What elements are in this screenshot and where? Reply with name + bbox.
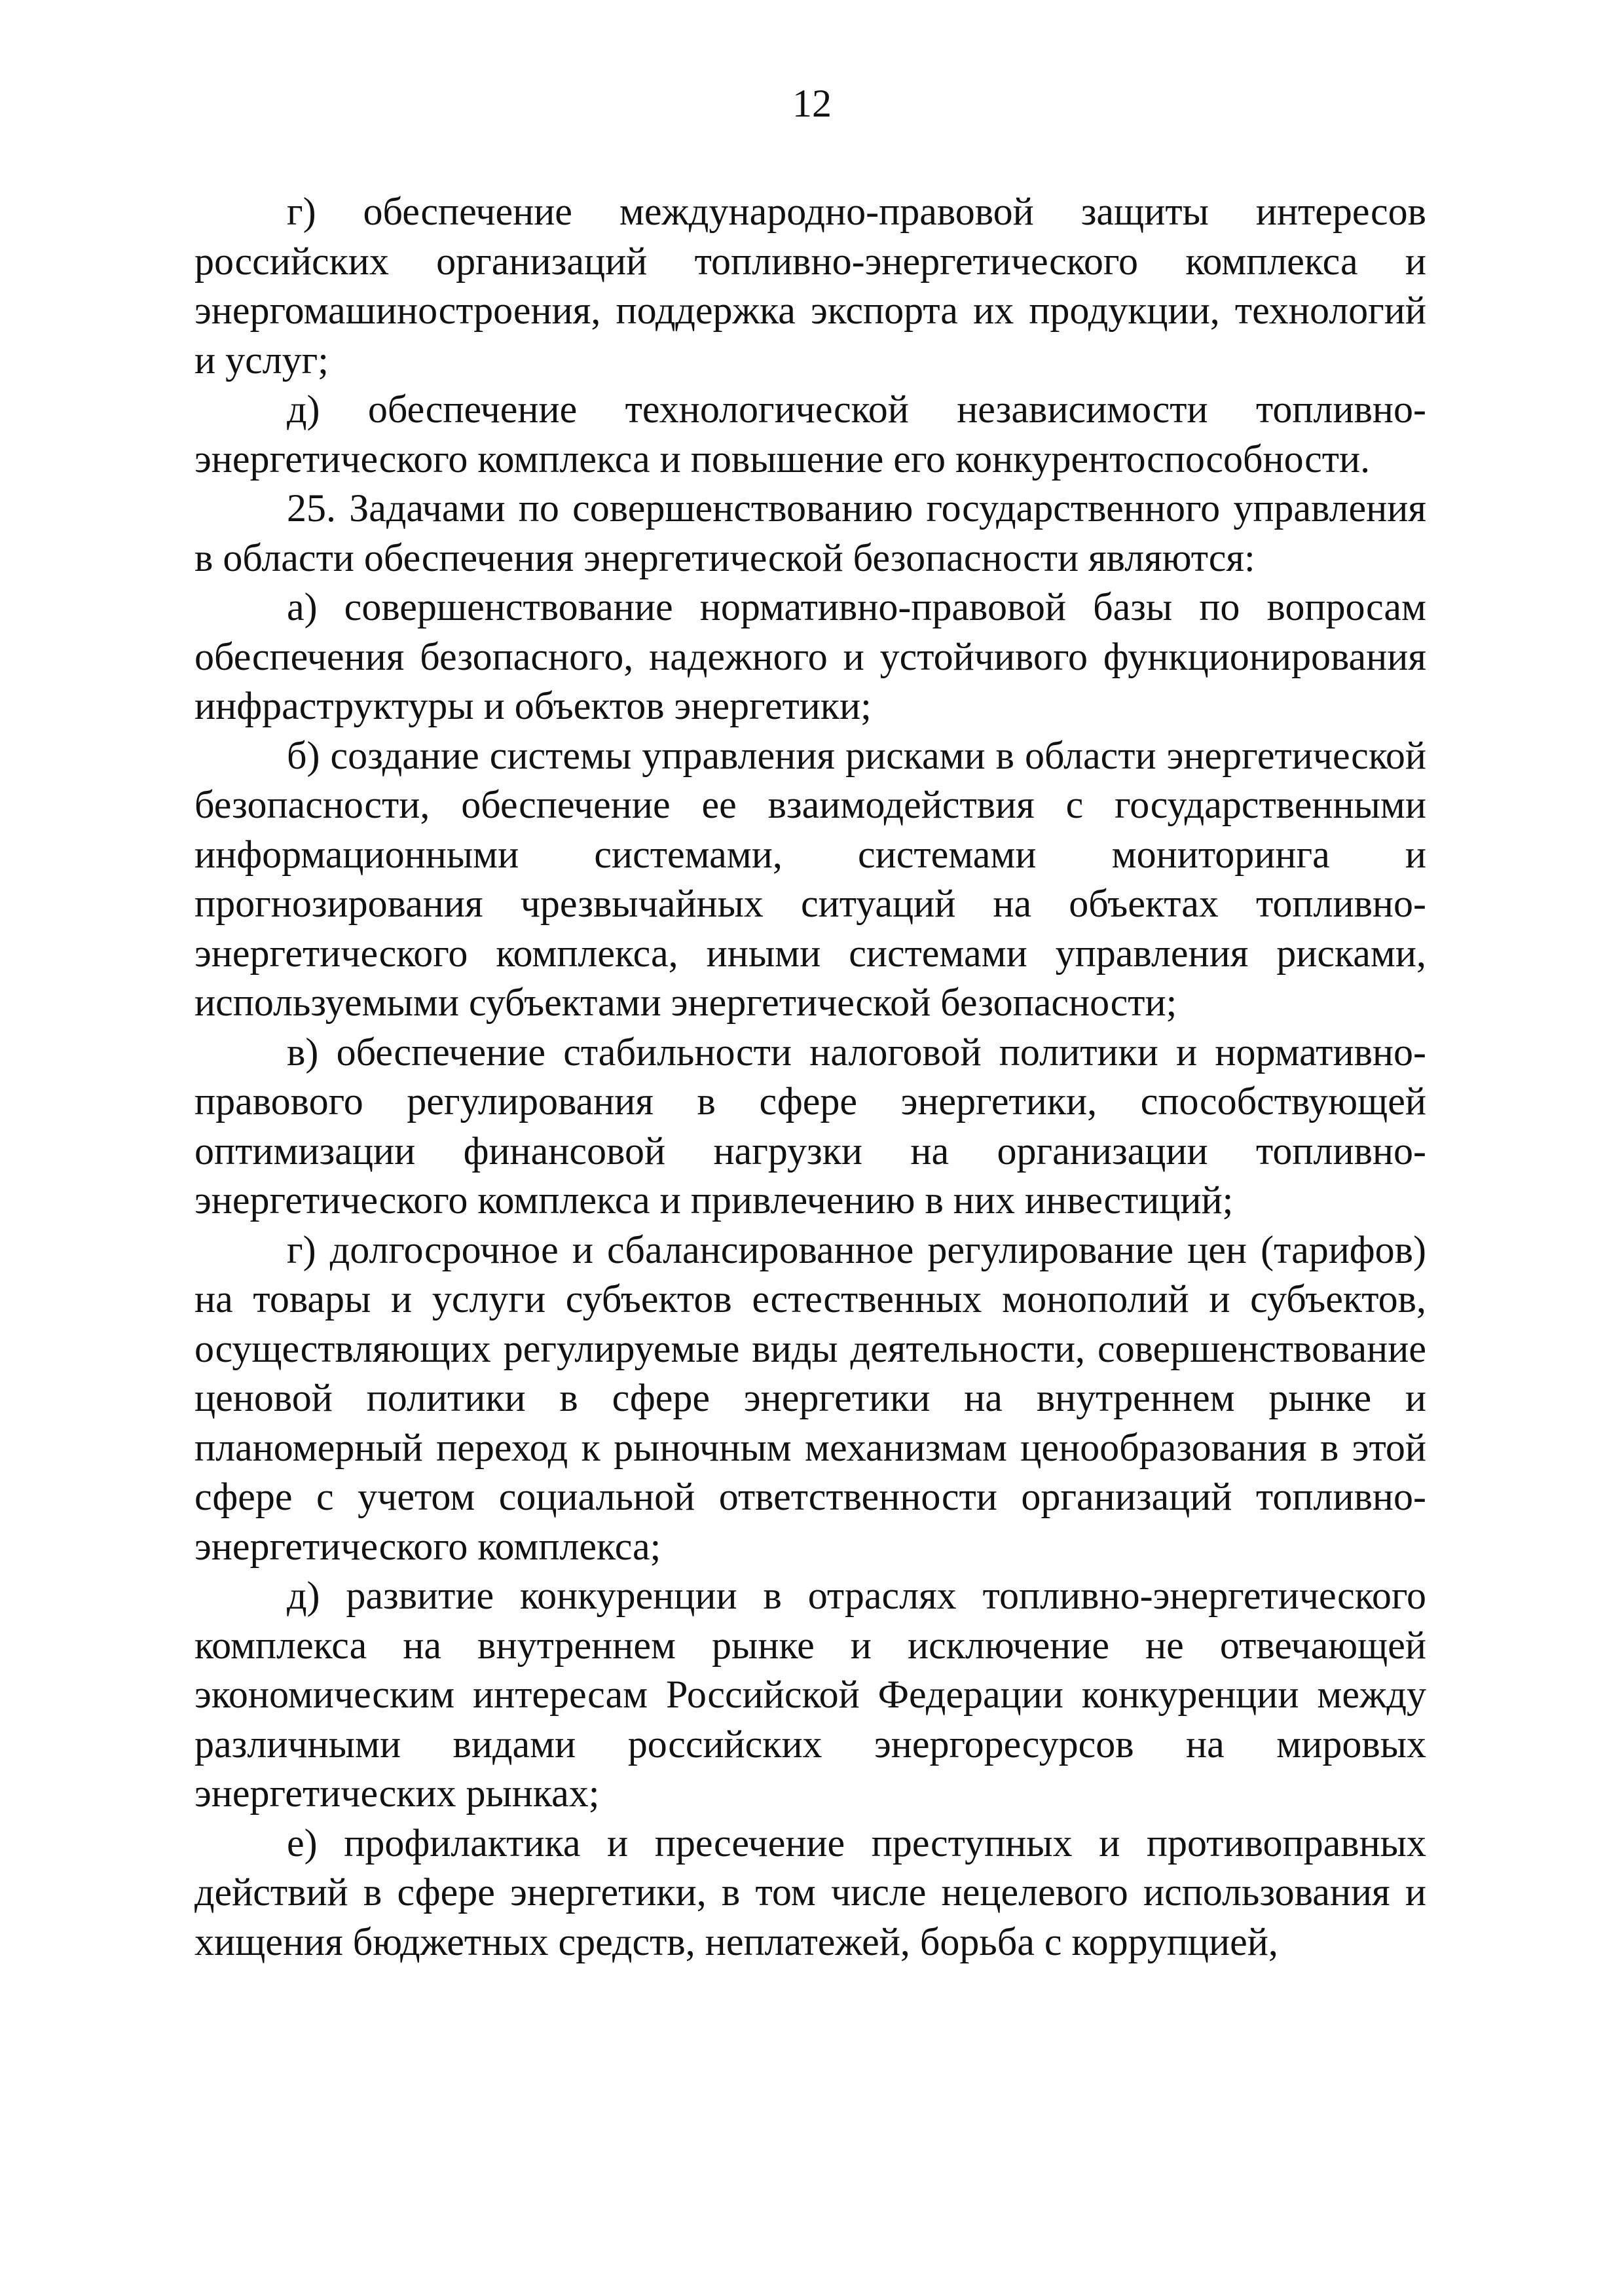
page-number: 12 (792, 82, 832, 125)
paragraph-g-price-regulation: г) долгосрочное и сбалансированное регулирование цен (тарифов) на товары и услуги субъектов естественных монополий и субъектов, осуществляющих регулируемые виды деятельности, совершенствование ценовой политики в сфере энергетики на внутреннем рынке и планомерный переход к рыночным механизмам ценообразования в этой сфере с учетом социальной ответственности организаций топливно-энергетического комплекса; (194, 1228, 1426, 1568)
paragraph-d-technological-independence: д) обеспечение технологической независимости топливно-энергетического комплекса и повышение его конкурентоспособности. (194, 388, 1426, 481)
paragraph-v-tax-policy-stability: в) обеспечение стабильности налоговой политики и нормативно-правового регулирования в сфере энергетики, способствующей оптимизации финансовой нагрузки на организации топливно-энергетического комплекса и привлечению в них инвестиций; (194, 1030, 1426, 1222)
paragraph-a-regulatory-framework: а) совершенствование нормативно-правовой базы по вопросам обеспечения безопасного, надежного и устойчивого функционирования инфраструктуры и объектов энергетики; (194, 585, 1426, 727)
paragraph-e-crime-prevention: е) профилактика и пресечение преступных и противоправных действий в сфере энергетики, в том числе нецелевого использования и хищения бюджетных средств, неплатежей, борьба с коррупцией, (194, 1821, 1426, 1963)
paragraph-d-competition-development: д) развитие конкуренции в отраслях топливно-энергетического комплекса на внутреннем рынке и исключение не отвечающей экономическим интересам Российской Федерации конкуренции между различными видами российских энергоресурсов на мировых энергетических рынках; (194, 1574, 1426, 1815)
document-body (194, 187, 1426, 1967)
paragraph-b-risk-management-system: б) создание системы управления рисками в области энергетической безопасности, обеспечение ее взаимодействия с государственными информационными системами, системами мониторинга и прогнозирования чрезвычайных ситуаций на объектах топливно-энергетического комплекса, иными системами управления рисками, используемыми субъектами энергетической безопасности; (194, 733, 1426, 1024)
paragraph-g-international-protection: г) обеспечение международно-правовой защиты интересов российских организаций топливно-энергетического комплекса и энергомашиностроения, поддержка экспорта их продукции, технологий и услуг; (194, 190, 1426, 382)
paragraph-25-state-management-tasks: 25. Задачами по совершенствованию государственного управления в области обеспечения энергетической безопасности являются: (194, 486, 1426, 579)
